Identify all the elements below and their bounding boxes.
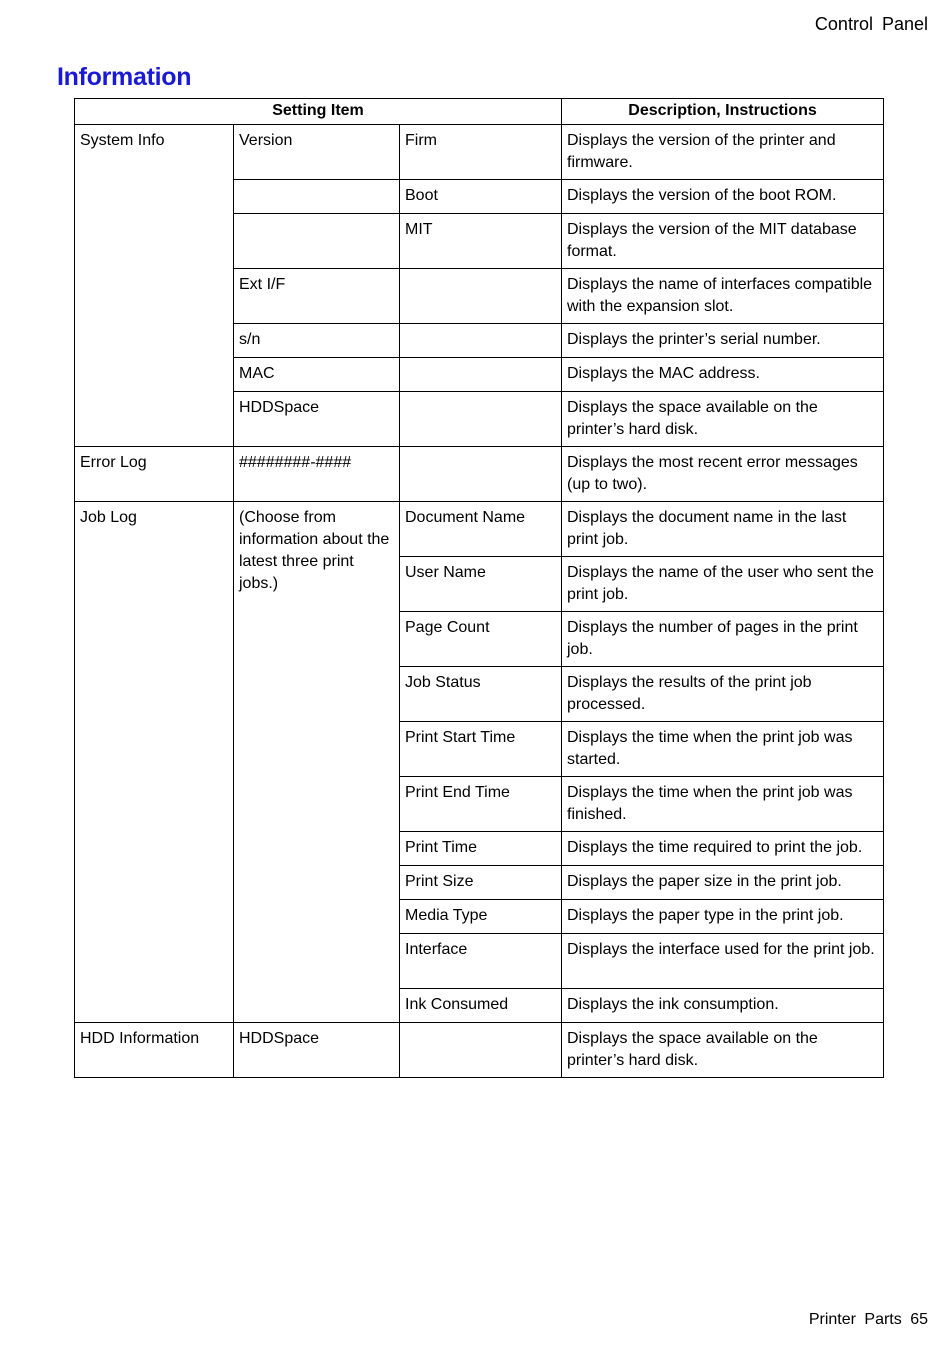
page-number: 65 (910, 1311, 928, 1328)
hdd-info-desc: Displays the space available on the printer’s hard disk. (562, 1023, 884, 1078)
table-row (75, 1023, 884, 1078)
job-item-desc: Displays the document name in the last print job. (562, 502, 884, 557)
error-log-label: Error Log (75, 447, 234, 502)
table-row (75, 447, 884, 502)
mac-desc: Displays the MAC address. (562, 358, 884, 392)
hdd-info-label: HDD Information (75, 1023, 234, 1078)
job-item-desc: Displays the number of pages in the print job. (562, 612, 884, 667)
information-table (74, 98, 884, 1078)
empty-cell (400, 447, 562, 502)
mit-desc: Displays the version of the MIT database format. (562, 214, 884, 269)
job-item-label: Document Name (400, 502, 562, 557)
empty-cell (400, 269, 562, 324)
error-log-code: ########-#### (234, 447, 400, 502)
job-item-label: Print End Time (400, 777, 562, 832)
empty-cell (400, 358, 562, 392)
job-item-desc: Displays the time when the print job was started. (562, 722, 884, 777)
job-item-desc: Displays the name of the user who sent the print job. (562, 557, 884, 612)
job-item-label: Ink Consumed (400, 989, 562, 1023)
job-item-label: User Name (400, 557, 562, 612)
job-item-label: Page Count (400, 612, 562, 667)
empty-cell (234, 214, 400, 269)
hddspace-label: HDDSpace (234, 392, 400, 447)
job-item-desc: Displays the time when the print job was finished. (562, 777, 884, 832)
empty-cell (234, 180, 400, 214)
job-item-label: Media Type (400, 900, 562, 934)
table-row (75, 502, 884, 557)
job-item-desc: Displays the interface used for the print job. (562, 934, 884, 989)
job-item-desc: Displays the paper size in the print job. (562, 866, 884, 900)
mit-label: MIT (400, 214, 562, 269)
header-setting-item: Setting Item (75, 99, 562, 125)
empty-cell (400, 392, 562, 447)
ext-if-label: Ext I/F (234, 269, 400, 324)
hdd-info-sub: HDDSpace (234, 1023, 400, 1078)
empty-cell (400, 1023, 562, 1078)
job-item-label: Print Start Time (400, 722, 562, 777)
job-item-desc: Displays the time required to print the job. (562, 832, 884, 866)
job-item-desc: Displays the results of the print job processed. (562, 667, 884, 722)
hddspace-desc: Displays the space available on the printer’s hard disk. (562, 392, 884, 447)
system-info-label: System Info (75, 125, 234, 447)
job-item-label: Job Status (400, 667, 562, 722)
ext-if-desc: Displays the name of interfaces compatible with the expansion slot. (562, 269, 884, 324)
job-item-label: Print Time (400, 832, 562, 866)
table-header-row (75, 99, 884, 125)
table-row (75, 125, 884, 180)
job-item-desc: Displays the ink consumption. (562, 989, 884, 1023)
section-title: Information (57, 63, 192, 91)
job-item-label: Print Size (400, 866, 562, 900)
mac-label: MAC (234, 358, 400, 392)
sn-desc: Displays the printer’s serial number. (562, 324, 884, 358)
job-item-desc: Displays the paper type in the print job. (562, 900, 884, 934)
header-description: Description, Instructions (562, 99, 884, 125)
job-item-label: Interface (400, 934, 562, 989)
footer-chapter: Printer Parts (808, 1311, 902, 1328)
boot-label: Boot (400, 180, 562, 214)
firm-desc: Displays the version of the printer and firmware. (562, 125, 884, 180)
job-log-label: Job Log (75, 502, 234, 1023)
error-log-desc: Displays the most recent error messages (up to two). (562, 447, 884, 502)
sn-label: s/n (234, 324, 400, 358)
empty-cell (400, 324, 562, 358)
boot-desc: Displays the version of the boot ROM. (562, 180, 884, 214)
page-footer (809, 1311, 928, 1329)
job-log-note: (Choose from information about the latest three print jobs.) (234, 502, 400, 1023)
running-header: Control Panel (814, 14, 928, 34)
version-label: Version (234, 125, 400, 180)
firm-label: Firm (400, 125, 562, 180)
